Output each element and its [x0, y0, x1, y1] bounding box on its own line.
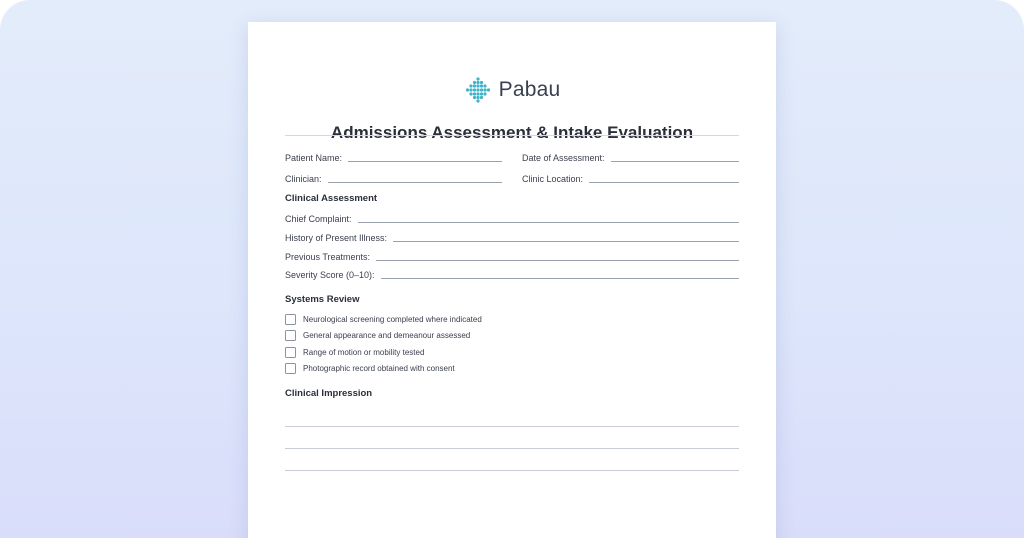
- chief-complaint-label: Chief Complaint:: [285, 214, 352, 224]
- previous-treatments-label: Previous Treatments:: [285, 252, 371, 262]
- impression-line[interactable]: [285, 470, 739, 471]
- diamond-dots-logo-icon: [464, 76, 492, 104]
- severity-score-line[interactable]: [381, 278, 739, 279]
- title-divider: [285, 135, 739, 136]
- impression-line[interactable]: [285, 448, 739, 449]
- checkbox[interactable]: [285, 363, 296, 374]
- impression-line[interactable]: [285, 426, 739, 427]
- checklist-item-label: Neurological screening completed where indicated: [303, 314, 482, 324]
- previous-treatments-line[interactable]: [376, 260, 739, 261]
- clinic-location-line[interactable]: [589, 182, 739, 183]
- patient-name-label: Patient Name:: [285, 153, 343, 163]
- chief-complaint-line[interactable]: [358, 222, 739, 223]
- checklist-item[interactable]: [285, 346, 424, 358]
- patient-name-line[interactable]: [348, 161, 502, 162]
- checklist-item[interactable]: [285, 313, 482, 325]
- date-of-assessment-line[interactable]: [611, 161, 739, 162]
- checklist-item-label: Range of motion or mobility tested: [303, 347, 425, 357]
- checkbox[interactable]: [285, 330, 296, 341]
- date-of-assessment-field[interactable]: [522, 151, 739, 163]
- clinician-field[interactable]: [285, 172, 502, 184]
- brand-logo: [248, 76, 776, 104]
- checklist-item-label: Photographic record obtained with consent: [303, 363, 455, 373]
- form-document: [248, 22, 776, 538]
- checkbox[interactable]: [285, 314, 296, 325]
- clinic-location-field[interactable]: [522, 172, 739, 184]
- checklist-item[interactable]: [285, 329, 470, 341]
- clinical-impression-heading: Clinical Impression: [285, 388, 373, 399]
- history-line[interactable]: [393, 241, 739, 242]
- clinic-location-label: Clinic Location:: [522, 174, 584, 184]
- checklist-item[interactable]: [285, 362, 455, 374]
- history-label: History of Present Illness:: [285, 233, 388, 243]
- previous-treatments-field[interactable]: [285, 250, 739, 262]
- patient-name-field[interactable]: [285, 151, 502, 163]
- clinician-label: Clinician:: [285, 174, 322, 184]
- brand-name: Pabau: [498, 78, 561, 101]
- systems-review-heading: Systems Review: [285, 294, 360, 305]
- chief-complaint-field[interactable]: [285, 212, 739, 224]
- clinical-assessment-heading: Clinical Assessment: [285, 193, 378, 204]
- form-title: Admissions Assessment & Intake Evaluation: [330, 123, 694, 142]
- checklist-item-label: General appearance and demeanour assessed: [303, 330, 471, 340]
- date-of-assessment-label: Date of Assessment:: [522, 153, 605, 163]
- clinician-line[interactable]: [328, 182, 502, 183]
- severity-score-field[interactable]: [285, 268, 739, 280]
- severity-score-label: Severity Score (0–10):: [285, 270, 375, 280]
- checkbox[interactable]: [285, 347, 296, 358]
- history-field[interactable]: [285, 231, 739, 243]
